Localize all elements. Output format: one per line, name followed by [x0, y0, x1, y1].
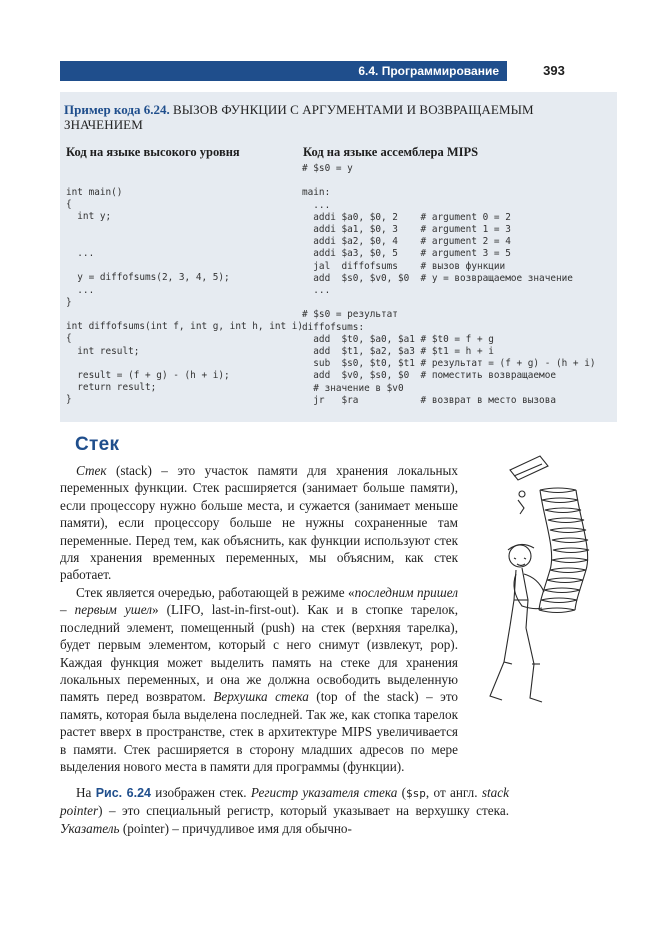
code-example-caption — [64, 102, 604, 132]
term-stack: Стек — [76, 463, 107, 478]
lifo-term: последним пришел – первым ушел — [60, 585, 458, 618]
plate-stack-illustration — [470, 450, 620, 710]
header-section-title: 6.4. Программирование — [358, 64, 499, 78]
running-header — [60, 61, 507, 81]
paragraph-lifo: Стек является очередью, работающей в режиме «последним пришел – первым ушел» (LIFO, last-in-first-out). Как и в стопке тарелок, последний элемент, помещенный (push) на стек (верхняя тарелка), будет первым элементом, который с него снимут (извлекут, pop). Каждая функция может выделить память на стеке для хранения локальных переменных, и она же должна освободить выделенную память перед возвратом. Верхушка стека (top of the stack) – это память, которая была выделена последней. Так же, как стопка тарелок растет вверх в пространстве, стек в архитектуре MIPS увеличивается в памяти. Стек расширяется в сторону младших адресов по мере выделения нового места в памяти для программы (функции). — [60, 585, 459, 775]
top-of-stack-term: Верхушка стека — [213, 689, 309, 705]
mips-code: # $s0 = y main: ... addi $a0, $0, 2 # argument 0 = 2 addi $a1, $0, 3 # argument 1 = 3 addi $a2, $0, 4 # argument 2 = 4 addi $a3, $0, 5 # argument 3 = 5 jal diffofsums # вызов функции add $s0, $v0, $0 # y = возвращаемое значение ... # $s0 = результат diffofsums: add $t0, $a0, $a1 # $t0 = f + g add $t1, $a2, $a3 # $t1 = h + i sub $s0, $t0, $t1 # результат = (f + g) - (h + i) add $v0, $s0, $0 # поместить возвращаемое # значение в $v0 jr $ra # возврат в место вызова — [302, 163, 596, 406]
person-figure — [490, 544, 544, 702]
stack-pointer-term: Регистр указателя стека — [250, 785, 398, 800]
code-example-label: Пример кода 6.24. — [64, 102, 170, 117]
code-example-title: ВЫЗОВ ФУНКЦИИ С АРГУМЕНТАМИ И ВОЗВРАЩАЕМЫМ ЗНАЧЕНИЕМ — [64, 102, 534, 132]
sp-register: $sp — [406, 787, 426, 800]
section-title: Стек — [75, 434, 120, 455]
paragraph-stack-definition: Стек (stack) – это участок памяти для хранения локальных переменных функции. Стек расширяется (занимает больше памяти), если процессору нужно больше места, и сужается (занимает меньше памяти), если процессору больше не нужны сохраненные там переменные. Перед тем, как объяснить, как функции используют стек для хранения временных переменных, мы объясним, как стек работает. — [60, 463, 458, 583]
page-number: 393 — [543, 63, 565, 78]
high-level-code: int main() { int y; ... y = diffofsums(2, 3, 4, 5); ... } int diffofsums(int f, int g, int h, int i) { int result; result = (f + g) - (h + i); return result; } — [66, 187, 304, 406]
mips-heading: Код на языке ассемблера MIPS — [303, 145, 479, 159]
pointer-term: Указатель — [60, 820, 120, 836]
high-level-heading: Код на языке высокого уровня — [66, 145, 240, 159]
plates-stack — [539, 488, 589, 613]
figure-reference-link[interactable]: Рис. 6.24 — [95, 786, 151, 800]
paragraph-stack-pointer: На Рис. 6.24 изображен стек. Регистр указателя стека ($sp, от англ. stack pointer) – это специальный регистр, который указывает на верхушку стека. Указатель (pointer) – причудливое имя для обычно- — [60, 785, 509, 836]
